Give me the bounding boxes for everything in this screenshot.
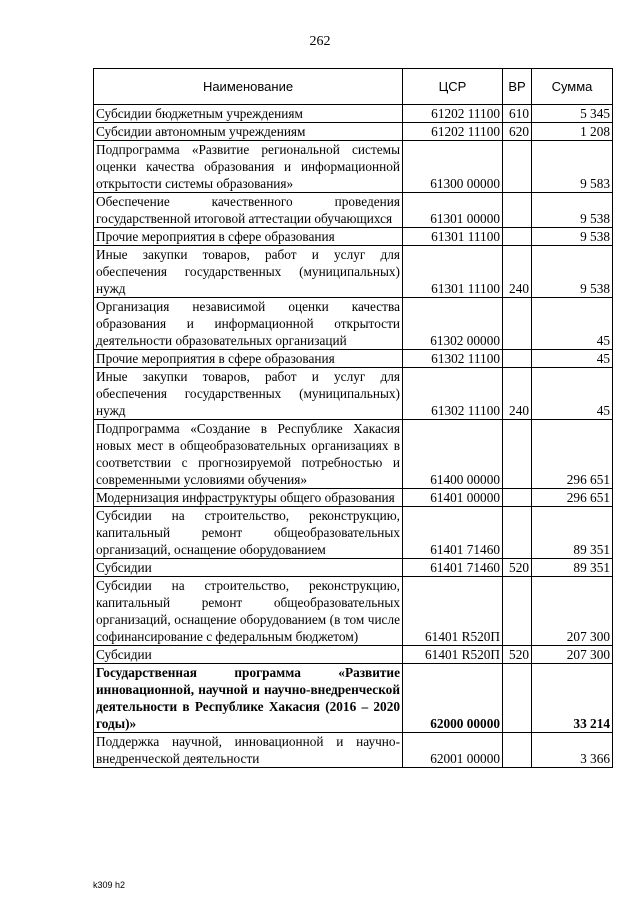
cell-vr: [503, 577, 532, 646]
cell-csr: 61401 R520П: [403, 577, 503, 646]
cell-sum: 9 583: [532, 141, 613, 193]
cell-vr: 240: [503, 368, 532, 420]
cell-sum: 3 366: [532, 733, 613, 768]
table-row: [94, 489, 613, 507]
page-number: 262: [309, 34, 331, 49]
cell-name: Подпрограмма «Создание в Республике Хакасия новых мест в общеобразовательных организациях в соответствии с прогнозируемой потребностью и современными условиями обучения»: [94, 420, 403, 489]
cell-name: Субсидии на строительство, реконструкцию, капитальный ремонт общеобразовательных организаций, оснащение оборудованием (в том числе софинансирование с федеральным бюджетом): [94, 577, 403, 646]
cell-name: Организация независимой оценки качества образования и информационной открытости деятельности образовательных организаций: [94, 298, 403, 350]
table-row: [94, 141, 613, 193]
cell-csr: 61202 11100: [403, 105, 503, 123]
cell-vr: [503, 193, 532, 228]
cell-sum: 207 300: [532, 646, 613, 664]
cell-vr: [503, 298, 532, 350]
cell-name: Субсидии: [94, 559, 403, 577]
cell-name: Субсидии бюджетным учреждениям: [94, 105, 403, 123]
cell-vr: 610: [503, 105, 532, 123]
header-csr: ЦСР: [403, 69, 503, 105]
cell-csr: 61401 00000: [403, 489, 503, 507]
cell-sum: 45: [532, 350, 613, 368]
cell-vr: [503, 664, 532, 733]
cell-vr: 520: [503, 646, 532, 664]
cell-vr: 520: [503, 559, 532, 577]
cell-vr: [503, 507, 532, 559]
cell-sum: 207 300: [532, 577, 613, 646]
cell-csr: 61401 71460: [403, 559, 503, 577]
cell-name: Иные закупки товаров, работ и услуг для обеспечения государственных (муниципальных) нужд: [94, 246, 403, 298]
cell-name: Поддержка научной, инновационной и научно-внедренческой деятельности: [94, 733, 403, 768]
cell-name: Субсидии автономным учреждениям: [94, 123, 403, 141]
cell-sum: 45: [532, 298, 613, 350]
cell-csr: 61300 00000: [403, 141, 503, 193]
table-row: [94, 123, 613, 141]
cell-vr: 240: [503, 246, 532, 298]
cell-sum: 296 651: [532, 420, 613, 489]
cell-vr: [503, 228, 532, 246]
table-row: [94, 228, 613, 246]
cell-csr: 61301 11100: [403, 228, 503, 246]
table-row: [94, 105, 613, 123]
header-sum: Сумма: [532, 69, 613, 105]
table-row: [94, 246, 613, 298]
cell-name: Подпрограмма «Развитие региональной системы оценки качества образования и информационной открытости системы образования»: [94, 141, 403, 193]
footer-code: k309 h2: [93, 880, 126, 890]
table-row: [94, 420, 613, 489]
table-row: [94, 368, 613, 420]
cell-csr: 61302 11100: [403, 368, 503, 420]
cell-csr: 61301 00000: [403, 193, 503, 228]
cell-name: Иные закупки товаров, работ и услуг для обеспечения государственных (муниципальных) нужд: [94, 368, 403, 420]
table-row: [94, 507, 613, 559]
cell-vr: [503, 489, 532, 507]
cell-csr: 61400 00000: [403, 420, 503, 489]
table-header-row: [94, 69, 613, 105]
cell-sum: 45: [532, 368, 613, 420]
cell-sum: 9 538: [532, 246, 613, 298]
cell-name: Прочие мероприятия в сфере образования: [94, 350, 403, 368]
cell-csr: 61401 R520П: [403, 646, 503, 664]
cell-sum: 89 351: [532, 559, 613, 577]
table-row: [94, 646, 613, 664]
table-row: [94, 733, 613, 768]
cell-csr: 61301 11100: [403, 246, 503, 298]
cell-sum: 296 651: [532, 489, 613, 507]
cell-csr: 61401 71460: [403, 507, 503, 559]
table-row: [94, 298, 613, 350]
header-name: Наименование: [94, 69, 403, 105]
cell-sum: 9 538: [532, 193, 613, 228]
cell-name: Субсидии на строительство, реконструкцию, капитальный ремонт общеобразовательных организаций, оснащение оборудованием: [94, 507, 403, 559]
cell-sum: 9 538: [532, 228, 613, 246]
cell-vr: 620: [503, 123, 532, 141]
cell-vr: [503, 420, 532, 489]
table-row: [94, 350, 613, 368]
cell-csr: 61302 00000: [403, 298, 503, 350]
cell-name: Государственная программа «Развитие инновационной, научной и научно-внедренческой деятельности в Республике Хакасия (2016 – 2020 годы)»: [94, 664, 403, 733]
cell-name: Прочие мероприятия в сфере образования: [94, 228, 403, 246]
cell-sum: 1 208: [532, 123, 613, 141]
cell-sum: 33 214: [532, 664, 613, 733]
table-row: [94, 559, 613, 577]
table-row: [94, 193, 613, 228]
cell-vr: [503, 141, 532, 193]
cell-name: Субсидии: [94, 646, 403, 664]
cell-name: Обеспечение качественного проведения государственной итоговой аттестации обучающихся: [94, 193, 403, 228]
table-body: [94, 105, 613, 768]
cell-csr: 61202 11100: [403, 123, 503, 141]
cell-sum: 89 351: [532, 507, 613, 559]
cell-vr: [503, 350, 532, 368]
cell-name: Модернизация инфраструктуры общего образования: [94, 489, 403, 507]
budget-table: [93, 68, 613, 768]
table-row: [94, 664, 613, 733]
cell-csr: 61302 11100: [403, 350, 503, 368]
header-vr: ВР: [503, 69, 532, 105]
cell-vr: [503, 733, 532, 768]
cell-csr: 62000 00000: [403, 664, 503, 733]
cell-sum: 5 345: [532, 105, 613, 123]
table-row: [94, 577, 613, 646]
cell-csr: 62001 00000: [403, 733, 503, 768]
